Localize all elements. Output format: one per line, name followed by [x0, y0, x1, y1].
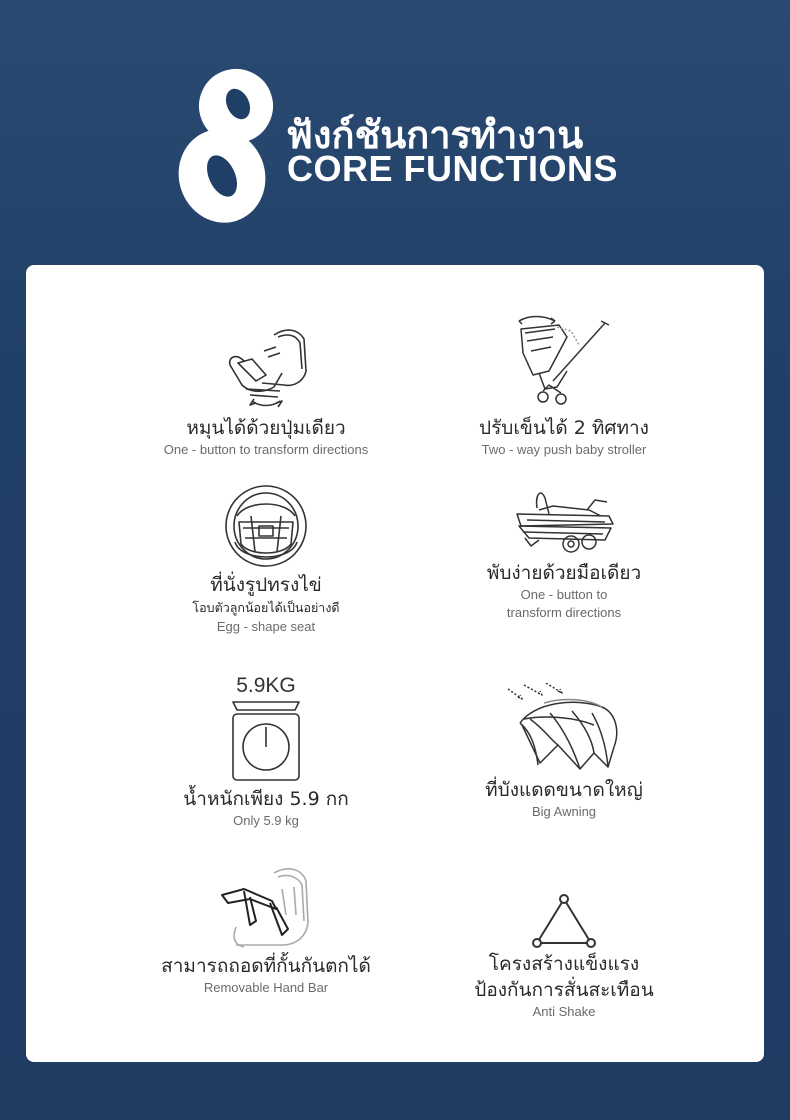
feature-desc-en: Only 5.9 kg: [233, 813, 299, 828]
removable-handbar-icon: [216, 865, 316, 953]
weight-scale-icon: [223, 672, 309, 786]
feature-title-th: พับง่ายด้วยมือเดียว: [486, 562, 642, 584]
feature-title-th-line2: ป้องกันการสั่นสะเทือน: [474, 979, 654, 1001]
feature-desc-en: Two - way push baby stroller: [481, 442, 647, 457]
feature-title-th-line1: โครงสร้างแข็งแรง: [488, 953, 640, 975]
title-thai: ฟังก์ชันการทำงาน: [286, 113, 584, 157]
feature-anti-shake: [414, 891, 714, 1021]
features-card: [26, 265, 764, 1062]
feature-title-th: น้ำหนักเพียง 5.9 กก: [183, 788, 349, 810]
feature-awning: [414, 683, 714, 821]
feature-removable-handbar: [116, 865, 416, 997]
feature-folded-stroller: [414, 480, 714, 622]
feature-subtitle-th: โอบตัวลูกน้อยได้เป็นอย่างดี: [192, 600, 340, 615]
title-english: CORE FUNCTIONS: [287, 148, 618, 189]
feature-title-th: ปรับเข็นได้ 2 ทิศทาง: [479, 417, 649, 439]
rotating-seat-icon: [216, 317, 316, 415]
feature-reversible-stroller: [414, 309, 714, 459]
awning-canopy-icon: [504, 683, 624, 777]
folded-stroller-icon: [509, 480, 619, 560]
feature-title-th: ที่นั่งรูปทรงไข่: [210, 574, 322, 596]
feature-desc-en: Anti Shake: [532, 1004, 596, 1019]
feature-desc-en-line1: One - button to: [520, 587, 608, 602]
number-eight-graphic: [176, 58, 286, 228]
number-eight-text: 8: [176, 58, 177, 59]
triangle-frame-icon: [529, 891, 599, 951]
feature-rotating-seat: [116, 317, 416, 459]
feature-title-th: ที่บังแดดขนาดใหญ่: [485, 779, 643, 801]
header: [0, 0, 790, 240]
feature-desc-en: One - button to transform directions: [163, 442, 369, 457]
feature-egg-seat: [116, 482, 416, 636]
feature-title-th: หมุนได้ด้วยปุ่มเดียว: [186, 417, 346, 439]
feature-desc-en: Big Awning: [531, 804, 597, 819]
feature-desc-en-line2: transform directions: [506, 605, 622, 620]
feature-desc-en: Removable Hand Bar: [203, 980, 329, 995]
feature-title-th: สามารถถอดที่กั้นกันตกได้: [161, 955, 371, 977]
feature-desc-en: Egg - shape seat: [216, 619, 316, 634]
egg-seat-icon: [221, 482, 311, 572]
reversible-stroller-icon: [509, 309, 619, 415]
feature-weight: [116, 672, 416, 830]
scale-label: 5.9KG: [236, 674, 296, 697]
